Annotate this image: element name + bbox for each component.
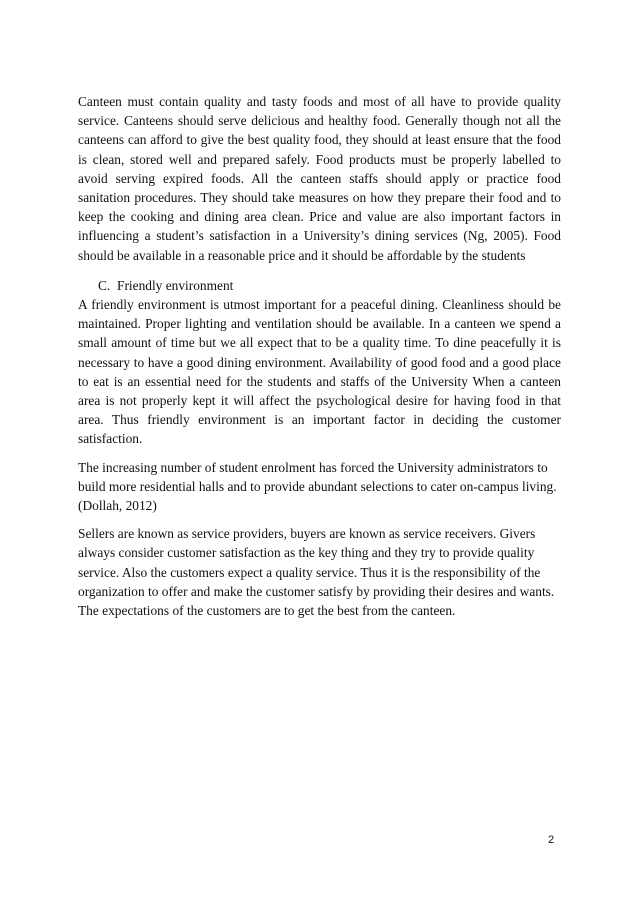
page-number: 2	[548, 834, 555, 846]
paragraph-student-enrolment: The increasing number of student enrolment has forced the University administrators to build more residential halls and to provide abundant selections to cater on-campus living. (Dollah, 2012)	[78, 459, 557, 514]
list-marker: C.	[98, 277, 111, 293]
paragraph-friendly-environment: A friendly environment is utmost important for a peaceful dining. Cleanliness should be maintained. Proper lighting and ventilation should be available. In a canteen we spend a small amount of time but we all expect that to be a quality time. To dine peacefully it is necessary to have a good dining environment. Availability of good food and a good place to eat is an essential need for the students and staffs of the University When a canteen area is not properly kept it will affect the psychological desire for having food in that area. Thus friendly environment is an important factor in deciding the customer satisfaction.	[78, 297, 561, 447]
paragraph-canteen-quality: Canteen must contain quality and tasty foods and most of all have to provide quality service. Canteens should serve delicious and healthy food. Generally though not all the canteens can afford to give the best quality food, they should at least ensure that the food is clean, stored well and prepared safely. Food products must be properly labelled to avoid serving expired foods. All the canteen staffs should apply or practice food sanitation procedures. They should take measures on how they prepare their food and to keep the cooking and dining area clean. Price and value are also important factors in influencing a student’s satisfaction in a University’s dining services (Ng, 2005). Food should be available in a reasonable price and it should be affordable by the students	[78, 94, 561, 263]
paragraph-sellers-buyers: Sellers are known as service providers, buyers are known as service receivers. Givers always consider customer satisfaction as the key thing and they try to provide quality service. Also the customers expect a quality service. Thus it is the responsibility of the organization to offer and make the customer satisfy by providing their desires and wants. The expectations of the customers are to get the best from the canteen.	[78, 526, 555, 619]
document-body	[78, 92, 561, 620]
section-heading-text: Friendly environment	[117, 277, 234, 293]
section-heading-friendly-environment	[78, 276, 561, 295]
